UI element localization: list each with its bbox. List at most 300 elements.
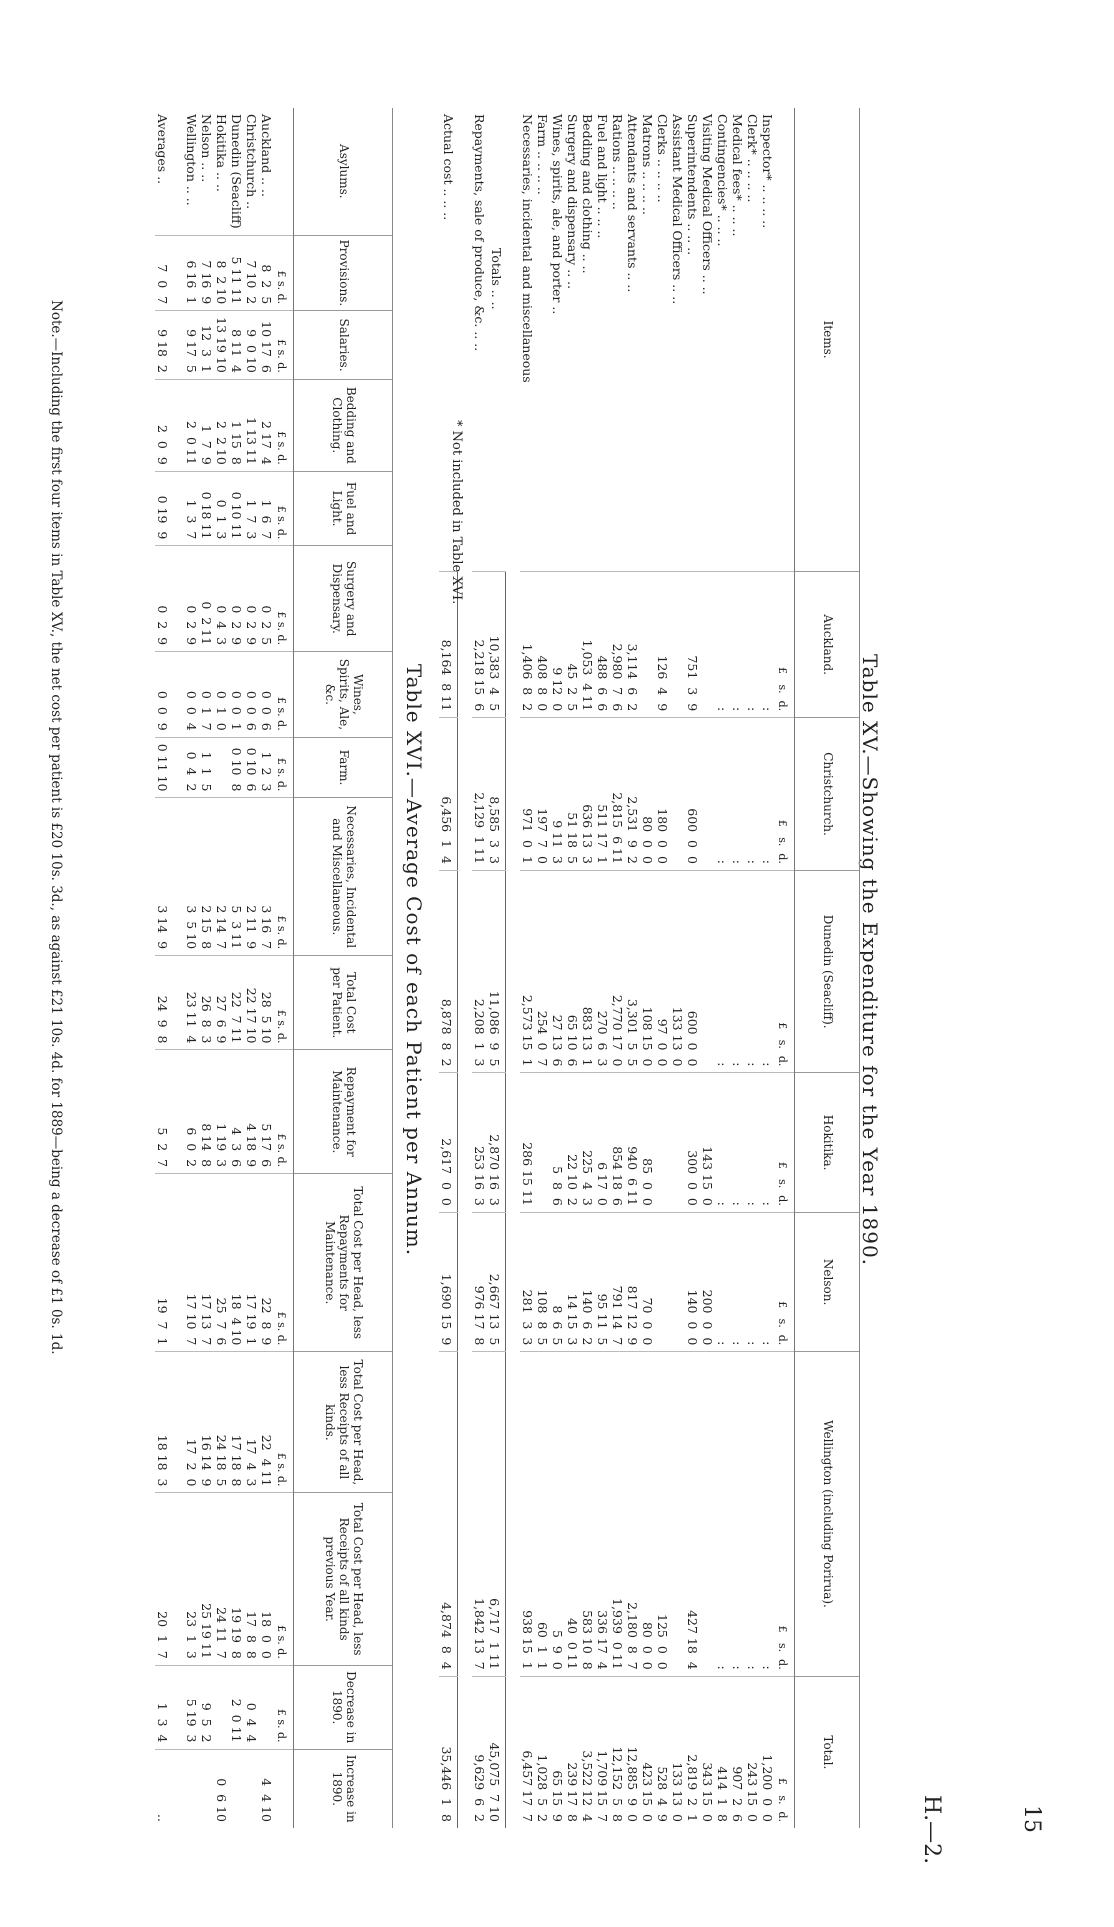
row-label: Dunedin (Seacliff) xyxy=(229,108,244,235)
value-cell: 40 0 11 xyxy=(565,1352,580,1676)
column-header: Hokitika. xyxy=(795,1073,860,1212)
value-cell: 0 10 8 xyxy=(229,737,244,798)
value-cell: 1,939 0 11 xyxy=(610,1352,625,1676)
value-cell: 1 7 9 xyxy=(199,379,214,471)
value-cell: : xyxy=(760,1212,775,1351)
value-cell: 22 10 2 xyxy=(565,1073,580,1212)
value-cell: 1 2 3 xyxy=(259,737,274,798)
value-cell: 2,218 15 6 xyxy=(472,572,487,718)
value-cell: : xyxy=(715,718,730,871)
value-cell: 143 15 0 xyxy=(700,1073,715,1212)
value-cell: 0 6 10 xyxy=(214,1778,229,1822)
table-row xyxy=(199,108,214,1828)
value-cell: 751 3 9 xyxy=(685,572,700,718)
value-cell: 2,531 9 2 xyxy=(625,718,640,871)
value-cell: 1 15 8 xyxy=(229,379,244,471)
value-cell: : xyxy=(745,572,760,718)
value-cell: 225 4 3 xyxy=(580,1073,595,1212)
value-cell: : xyxy=(715,1212,730,1351)
value-cell: 253 16 3 xyxy=(472,1073,487,1212)
value-cell: 4 3 6 xyxy=(229,1050,244,1174)
value-cell: 2 14 7 xyxy=(214,798,229,956)
unit-cell: £ s. d. xyxy=(274,737,294,798)
spacer-row xyxy=(506,108,521,1828)
value-cell: 24 9 8 xyxy=(155,956,184,1050)
value-cell: 5 8 6 xyxy=(550,1073,565,1212)
value-cell: 270 6 3 xyxy=(595,870,610,1073)
row-label: Bedding and clothing .. .. xyxy=(580,108,595,572)
value-cell: 7 0 7 xyxy=(155,235,184,311)
value-cell: 12 3 1 xyxy=(199,311,214,380)
value-cell: .. xyxy=(155,1814,170,1822)
value-cell: 11,086 9 5 xyxy=(487,870,506,1073)
table-row xyxy=(730,108,745,1828)
value-cell: 140 0 0 xyxy=(685,1212,700,1351)
value-cell: : xyxy=(760,1352,775,1676)
totals-row xyxy=(487,108,506,1828)
unit-cell: £ s. d. xyxy=(274,235,294,311)
value-cell: 140 6 2 xyxy=(580,1212,595,1351)
row-label: Medical fees* .. .. .. xyxy=(730,108,745,572)
table-row xyxy=(610,108,625,1828)
row-label: Superintendents .. .. .. xyxy=(685,108,700,572)
value-cell: : xyxy=(715,1352,730,1676)
value-cell: 2,815 6 11 xyxy=(610,718,625,871)
column-header: Surgery and Dispensary. xyxy=(294,546,393,652)
table-row xyxy=(715,108,730,1828)
value-cell: 8 2 10 xyxy=(214,235,229,311)
spacer-row xyxy=(458,108,473,1828)
table-row xyxy=(184,108,199,1828)
row-label: Christchurch .. xyxy=(244,108,259,235)
value-cell: 6,457 17 7 xyxy=(520,1750,535,1822)
row-label: Visiting Medical Officers .. .. xyxy=(700,108,715,572)
value-cell: 26 8 3 xyxy=(199,956,214,1050)
value-cell: 8 14 8 xyxy=(199,1050,214,1174)
value-cell xyxy=(670,1073,685,1212)
value-cell: 10 17 6 xyxy=(259,311,274,380)
column-header: Dunedin (Seacliff). xyxy=(795,870,860,1073)
row-label: Hokitika .. .. xyxy=(214,108,229,235)
value-cell: 600 0 0 xyxy=(685,870,700,1073)
column-header: Decrease in 1890. xyxy=(294,1665,393,1749)
table-row xyxy=(535,108,550,1828)
column-header: Asylums. xyxy=(294,108,393,235)
value-cell: 2 0 11 xyxy=(184,379,199,471)
value-cell xyxy=(259,1665,274,1749)
value-cell: 2,180 8 7 xyxy=(625,1352,640,1676)
value-cell: 300 0 0 xyxy=(685,1073,700,1212)
unit-cell: £ s. d. xyxy=(775,1352,795,1676)
value-cell: 197 7 0 xyxy=(535,718,550,871)
unit-cell: £ s. d. xyxy=(274,1493,294,1665)
table-xvi-top-rule xyxy=(392,108,393,1828)
unit-cell: £ s. d. xyxy=(775,572,795,718)
column-header: Farm. xyxy=(294,737,393,798)
column-header: Total Cost per Head, less Receipts of all kinds. xyxy=(294,1352,393,1493)
value-cell: 281 3 3 xyxy=(520,1212,535,1351)
value-cell: 0 0 6 xyxy=(244,652,259,738)
value-cell: 488 6 6 xyxy=(595,572,610,718)
value-cell xyxy=(229,1749,244,1828)
table-row xyxy=(700,108,715,1828)
value-cell: 408 8 0 xyxy=(535,572,550,718)
row-label: Matrons .. .. .. .. xyxy=(640,108,655,572)
unit-cell: £ s. d. xyxy=(775,1212,795,1351)
value-cell: 95 11 5 xyxy=(595,1212,610,1351)
value-cell: 65 15 9 xyxy=(550,1770,565,1822)
value-cell: 24 18 5 xyxy=(214,1352,229,1493)
value-cell: 336 17 4 xyxy=(595,1352,610,1676)
value-cell: 817 12 9 xyxy=(625,1212,640,1351)
value-cell: 8,878 8 2 xyxy=(439,870,458,1073)
row-label: Attendants and servants .. .. xyxy=(625,108,640,572)
value-cell: 1,053 4 11 xyxy=(580,572,595,718)
table-row xyxy=(214,108,229,1828)
value-cell: 6 17 0 xyxy=(595,1073,610,1212)
table-xvi-title: Table XVI.—Average Cost of each Patient per Annum. xyxy=(402,663,426,1257)
unit-cell: £ s. d. xyxy=(775,718,795,871)
value-cell: 414 1 8 xyxy=(715,1766,730,1822)
value-cell: : xyxy=(730,718,745,871)
value-cell: : xyxy=(730,572,745,718)
table-xv-title: Table XV.—Showing the Expenditure for the Year 1890. xyxy=(858,653,882,1267)
value-cell: 2 15 8 xyxy=(199,798,214,956)
value-cell: 97 0 0 xyxy=(655,870,670,1073)
value-cell: 17 2 0 xyxy=(184,1352,199,1493)
table-row xyxy=(550,108,565,1828)
column-header: Christchurch. xyxy=(795,718,860,871)
row-label: Repayments, sale of produce, &c. .. .. xyxy=(472,108,487,572)
value-cell: 45,075 7 10 xyxy=(487,1676,506,1828)
value-cell: 1 19 3 xyxy=(214,1050,229,1174)
value-cell: 0 4 3 xyxy=(214,546,229,652)
column-header: Repayment for Maintenance. xyxy=(294,1050,393,1174)
value-cell: 0 2 9 xyxy=(184,546,199,652)
value-cell: 0 1 3 xyxy=(214,471,229,546)
unit-cell xyxy=(274,1749,294,1828)
value-cell xyxy=(655,1212,670,1351)
value-cell xyxy=(700,718,715,871)
value-cell: 2 11 9 xyxy=(244,798,259,956)
value-cell: 6 0 2 xyxy=(184,1050,199,1174)
table-row xyxy=(229,108,244,1828)
value-cell: 636 13 3 xyxy=(580,718,595,871)
value-cell: 600 0 0 xyxy=(685,718,700,871)
unit-cell: £ s. d. xyxy=(274,1352,294,1493)
value-cell: 17 19 1 xyxy=(244,1174,259,1352)
value-cell: 2,870 16 3 xyxy=(487,1073,506,1212)
value-cell: 0 0 1 xyxy=(229,652,244,738)
value-cell: : xyxy=(745,1352,760,1676)
value-cell: 2 0 11 xyxy=(229,1665,244,1749)
value-cell: 0 4 4 xyxy=(244,1665,259,1749)
value-cell: 65 10 6 xyxy=(565,870,580,1073)
value-cell: 883 13 1 xyxy=(580,870,595,1073)
value-cell: 2,980 7 6 xyxy=(610,572,625,718)
value-cell: 854 18 6 xyxy=(610,1073,625,1212)
spacer-cell xyxy=(458,108,473,1828)
column-header: Bedding and Clothing. xyxy=(294,379,393,471)
value-cell: 25 19 11 xyxy=(199,1493,214,1665)
value-cell: 108 8 5 xyxy=(535,1212,550,1351)
value-cell: 0 11 10 xyxy=(155,737,184,798)
table-xvi-note: Note.—Including the first four items in Table XV., the net cost per patient is £20 10s. 3d., as against £21 10s. 4d. for 1889—being a decrease of £1 0s. 1d. xyxy=(48,300,64,1355)
value-cell: 1,028 5 2 xyxy=(535,1754,550,1822)
value-cell: 427 18 4 xyxy=(685,1352,700,1676)
value-cell: 0 4 2 xyxy=(184,737,199,798)
page-number: 15 xyxy=(1019,1805,1044,1833)
row-label: Averages .. xyxy=(155,108,184,235)
value-cell: 0 2 5 xyxy=(259,546,274,652)
value-cell: 108 15 0 xyxy=(640,870,655,1073)
value-cell: 2 2 10 xyxy=(214,379,229,471)
value-cell: 17 10 7 xyxy=(184,1174,199,1352)
value-cell: 13 19 10 xyxy=(214,311,229,380)
row-label: Farm .. .. .. .. xyxy=(535,108,550,572)
value-cell: 0 2 11 xyxy=(199,546,214,652)
value-cell: 9 17 5 xyxy=(184,311,199,380)
value-cell: 10,383 4 5 xyxy=(487,572,506,718)
value-cell: 27 13 6 xyxy=(550,870,565,1073)
value-cell: 6 16 1 xyxy=(184,235,199,311)
value-cell: 0 1 0 xyxy=(214,652,229,738)
table-row xyxy=(244,108,259,1828)
value-cell: 9,629 6 2 xyxy=(472,1754,487,1822)
unit-cell: £ s. d. xyxy=(274,798,294,956)
row-label: Necessaries, incidental and miscellaneous xyxy=(520,108,535,572)
value-cell: 8 6 5 xyxy=(550,1212,565,1351)
value-cell: : xyxy=(715,572,730,718)
table-row xyxy=(625,108,640,1828)
value-cell: 51 18 5 xyxy=(565,718,580,871)
value-cell: 791 14 7 xyxy=(610,1212,625,1351)
row-label: Surgery and dispensary .. .. xyxy=(565,108,580,572)
actual-cost-row xyxy=(439,108,458,1828)
value-cell: 1,709 15 7 xyxy=(595,1750,610,1822)
value-cell: 80 0 0 xyxy=(640,1352,655,1676)
column-header: Wines, Spirits, Ale, &c. xyxy=(294,652,393,738)
value-cell: 1 3 4 xyxy=(155,1665,184,1749)
value-cell: : xyxy=(715,1073,730,1212)
value-cell: 423 15 0 xyxy=(640,1762,655,1822)
value-cell: 1 3 7 xyxy=(184,471,199,546)
value-cell: 3 5 10 xyxy=(184,798,199,956)
table-row xyxy=(745,108,760,1828)
column-header: Wellington (including Porirua). xyxy=(795,1352,860,1676)
unit-cell: £ s. d. xyxy=(274,1174,294,1352)
value-cell: 7 10 2 xyxy=(244,235,259,311)
value-cell xyxy=(214,737,229,798)
value-cell: : xyxy=(730,1212,745,1351)
value-cell: 28 5 10 xyxy=(259,956,274,1050)
value-cell: 5 9 0 xyxy=(550,1352,565,1676)
repayments-row xyxy=(472,108,487,1828)
table-row xyxy=(655,108,670,1828)
value-cell: 45 2 5 xyxy=(565,572,580,718)
value-cell xyxy=(670,718,685,871)
value-cell: 0 10 11 xyxy=(229,471,244,546)
value-cell: 133 13 0 xyxy=(670,1762,685,1822)
unit-cell: £ s. d. xyxy=(274,379,294,471)
value-cell: 1,200 0 0 xyxy=(760,1754,775,1822)
value-cell: 200 0 0 xyxy=(700,1212,715,1351)
value-cell xyxy=(700,572,715,718)
column-header: Necessaries, Incidental and Miscellaneous. xyxy=(294,798,393,956)
value-cell: 5 19 3 xyxy=(184,1665,199,1749)
value-cell: 3 14 9 xyxy=(155,798,184,956)
unit-row xyxy=(775,108,795,1828)
value-cell: 2,770 17 0 xyxy=(610,870,625,1073)
value-cell: 0 10 6 xyxy=(244,737,259,798)
row-label: Totals .. .. xyxy=(487,108,506,572)
table-xv-footnote: * Not included in Table XVI. xyxy=(449,420,464,605)
value-cell: 17 13 7 xyxy=(199,1174,214,1352)
value-cell: 0 0 4 xyxy=(184,652,199,738)
value-cell: 2 17 4 xyxy=(259,379,274,471)
value-cell: 254 0 7 xyxy=(535,870,550,1073)
value-cell: : xyxy=(730,1352,745,1676)
value-cell: 3,522 12 4 xyxy=(580,1750,595,1822)
value-cell: 5 17 6 xyxy=(259,1050,274,1174)
value-cell xyxy=(670,1352,685,1676)
value-cell: : xyxy=(745,870,760,1073)
value-cell: : xyxy=(745,1212,760,1351)
value-cell: 528 4 9 xyxy=(655,1766,670,1822)
spacer-cell xyxy=(506,108,521,1828)
value-cell: 16 14 9 xyxy=(199,1352,214,1493)
value-cell: 8 11 4 xyxy=(229,311,244,380)
value-cell: 239 17 8 xyxy=(565,1762,580,1822)
table-xvi xyxy=(155,108,392,1828)
table-xv xyxy=(439,108,859,1828)
value-cell: 0 18 11 xyxy=(199,471,214,546)
value-cell: 85 0 0 xyxy=(640,1073,655,1212)
value-cell: : xyxy=(745,1073,760,1212)
table-row xyxy=(520,108,535,1828)
unit-cell: £ s. d. xyxy=(775,1073,795,1212)
value-cell: 286 15 11 xyxy=(520,1073,535,1212)
value-cell: 0 2 9 xyxy=(229,546,244,652)
value-cell: 0 0 9 xyxy=(155,652,184,738)
unit-row xyxy=(274,108,294,1828)
column-header: Total Cost per Patient. xyxy=(294,956,393,1050)
value-cell: 4,874 8 4 xyxy=(439,1352,458,1676)
row-label: Auckland .. .. xyxy=(259,108,274,235)
column-header: Fuel and Light. xyxy=(294,471,393,546)
value-cell: 19 7 1 xyxy=(155,1174,184,1352)
value-cell: 35,446 1 8 xyxy=(439,1676,458,1828)
table-row xyxy=(595,108,610,1828)
value-cell: 1 13 11 xyxy=(244,379,259,471)
value-cell: 9 5 2 xyxy=(199,1665,214,1749)
row-label: Wellington .. .. xyxy=(184,108,199,235)
table-row xyxy=(640,108,655,1828)
row-label: Actual cost .. .. .. xyxy=(439,108,458,572)
value-cell: 343 15 0 xyxy=(700,1762,715,1822)
value-cell: : xyxy=(760,572,775,718)
table-row xyxy=(565,108,580,1828)
column-header: Total Cost per Head, less Receipts of all kinds previous Year. xyxy=(294,1493,393,1665)
value-cell: : xyxy=(760,1073,775,1212)
value-cell: 23 1 3 xyxy=(184,1493,199,1665)
value-cell: 0 0 6 xyxy=(259,652,274,738)
value-cell: 1,406 8 2 xyxy=(520,572,535,718)
value-cell: 9 0 10 xyxy=(244,311,259,380)
unit-cell: £ s. d. xyxy=(274,311,294,380)
column-header: Total Cost per Head, less Repayments for Maintenance. xyxy=(294,1174,393,1352)
value-cell: 126 4 9 xyxy=(655,572,670,718)
table-row xyxy=(259,108,274,1828)
value-cell: 976 17 8 xyxy=(472,1212,487,1351)
value-cell xyxy=(700,870,715,1073)
value-cell xyxy=(670,572,685,718)
value-cell: 5 11 11 xyxy=(229,235,244,311)
value-cell: 583 10 8 xyxy=(580,1352,595,1676)
value-cell: 6,456 1 4 xyxy=(439,718,458,871)
unit-cell: £ s. d. xyxy=(775,870,795,1073)
value-cell: 0 2 9 xyxy=(244,546,259,652)
value-cell: 5 3 11 xyxy=(229,798,244,956)
column-header: Total. xyxy=(795,1676,860,1828)
value-cell: : xyxy=(760,870,775,1073)
row-label: Wines, spirits, ale, and porter .. xyxy=(550,108,565,572)
value-cell: : xyxy=(730,1073,745,1212)
value-cell: 2,667 13 5 xyxy=(487,1212,506,1351)
value-cell: 4 18 9 xyxy=(244,1050,259,1174)
value-cell: 12,152 5 8 xyxy=(610,1746,625,1822)
table-row xyxy=(760,108,775,1828)
column-header: Salaries. xyxy=(294,311,393,380)
row-label: Rations .. .. .. .. xyxy=(610,108,625,572)
row-label: Nelson .. .. xyxy=(199,108,214,235)
value-cell: 1 7 3 xyxy=(244,471,259,546)
value-cell xyxy=(640,572,655,718)
value-cell: 22 4 11 xyxy=(259,1352,274,1493)
row-label: Inspector* .. .. .. .. xyxy=(760,108,775,572)
value-cell xyxy=(655,1073,670,1212)
row-label: Clerks .. .. .. .. xyxy=(655,108,670,572)
value-cell: 3 16 7 xyxy=(259,798,274,956)
value-cell: 4 4 10 xyxy=(259,1778,274,1822)
value-cell: 6,717 1 11 xyxy=(487,1352,506,1676)
value-cell: 27 6 9 xyxy=(214,956,229,1050)
column-header: Auckland. xyxy=(795,572,860,718)
row-label: Clerk* .. .. .. .. xyxy=(745,108,760,572)
value-cell: 8,585 3 3 xyxy=(487,718,506,871)
value-cell xyxy=(535,1073,550,1212)
column-header: Items. xyxy=(795,108,860,572)
value-cell: 7 16 9 xyxy=(199,235,214,311)
value-cell: 25 7 6 xyxy=(214,1174,229,1352)
value-cell: 23 11 4 xyxy=(184,956,199,1050)
row-label: Fuel and light .. .. .. xyxy=(595,108,610,572)
value-cell: 0 19 9 xyxy=(155,471,184,546)
value-cell xyxy=(670,1212,685,1351)
value-cell: 17 18 8 xyxy=(229,1352,244,1493)
table-row xyxy=(580,108,595,1828)
value-cell: 971 0 1 xyxy=(520,718,535,871)
value-cell: 133 13 0 xyxy=(670,870,685,1073)
value-cell: 20 1 7 xyxy=(155,1493,184,1665)
value-cell: 17 4 3 xyxy=(244,1352,259,1493)
value-cell: 0 2 9 xyxy=(155,546,184,652)
row-label: Contingencies* .. .. .. xyxy=(715,108,730,572)
unit-cell: £ s. d. xyxy=(776,1777,789,1822)
value-cell: 14 15 3 xyxy=(565,1212,580,1351)
value-cell: 3,114 6 2 xyxy=(625,572,640,718)
value-cell: 0 1 7 xyxy=(199,652,214,738)
